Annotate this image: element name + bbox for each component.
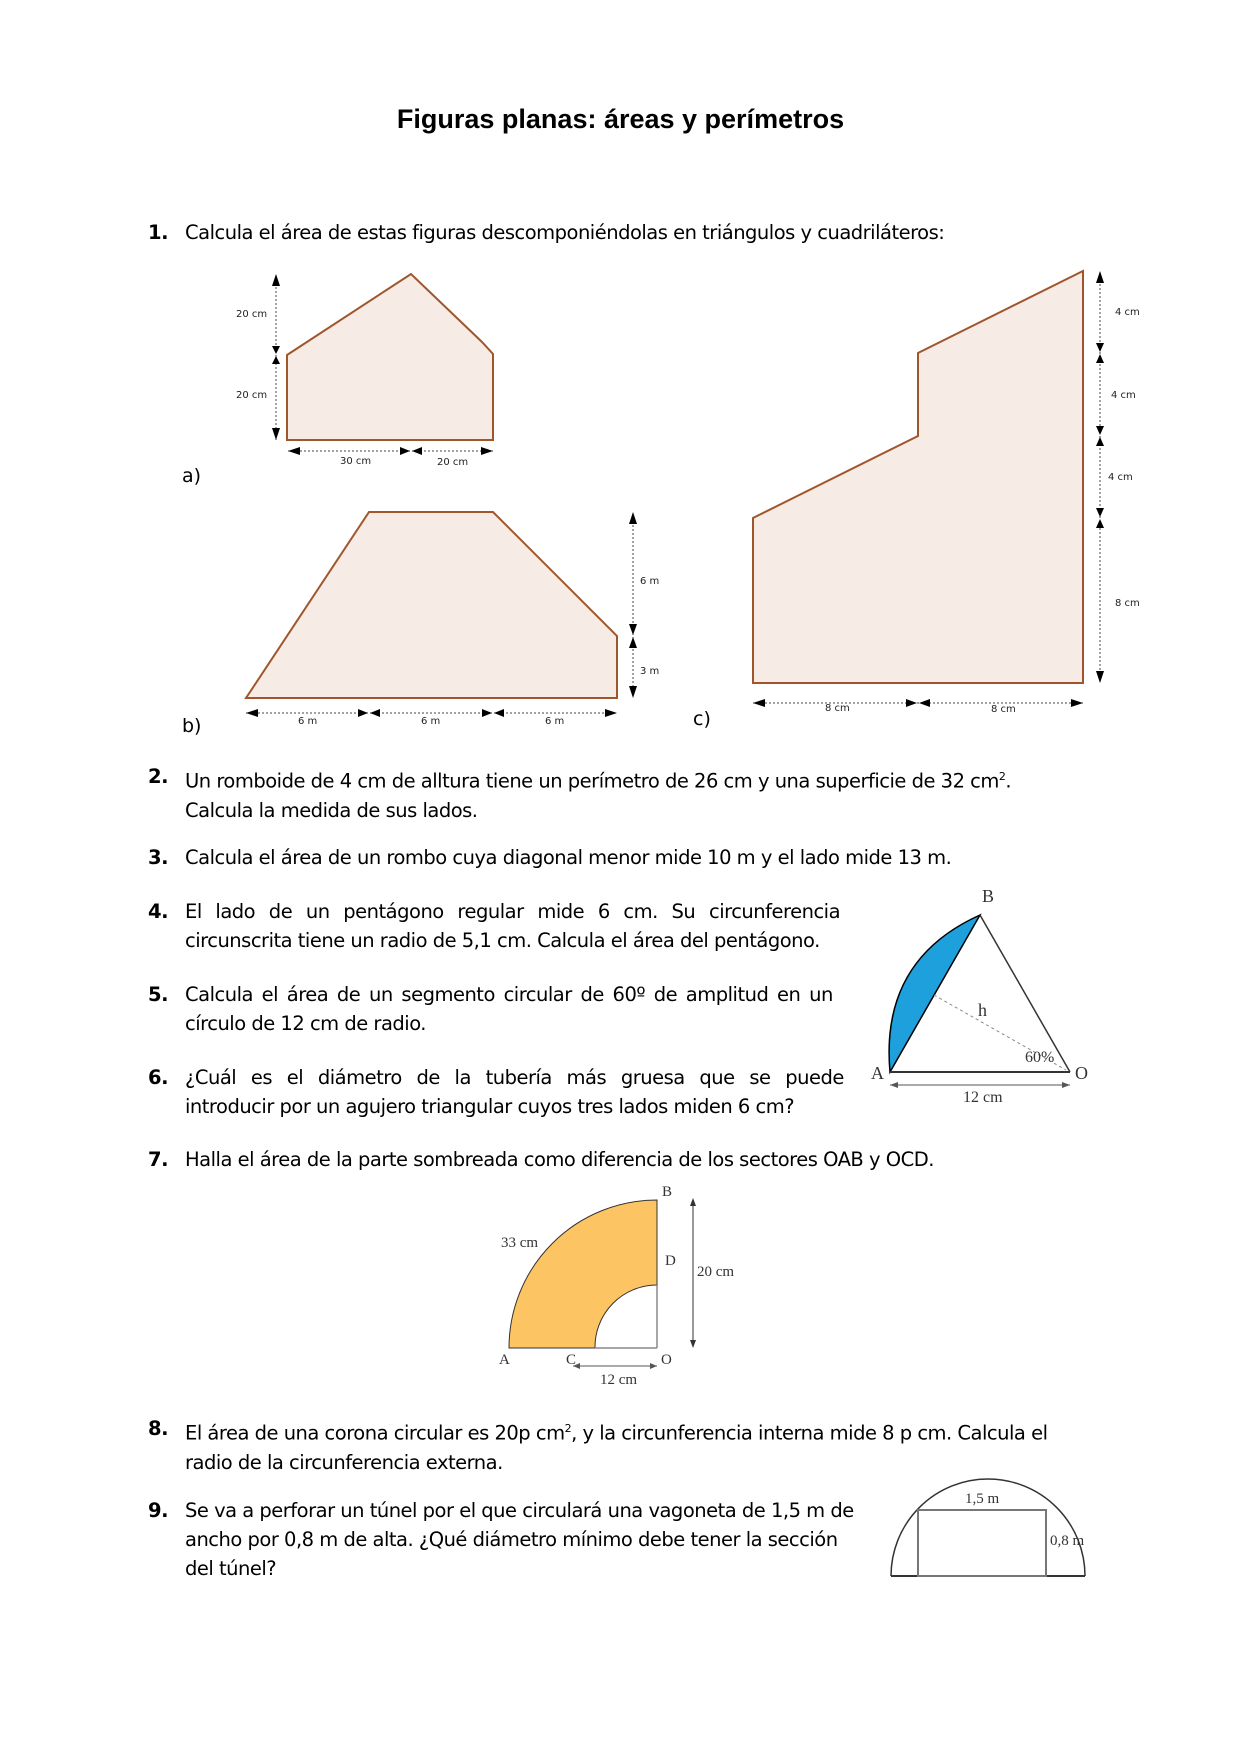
question-text: Halla el área de la parte sombreada como diferencia de los sectores OAB y OCD.	[185, 1148, 934, 1171]
arc-label: 33 cm	[501, 1235, 539, 1251]
superscript: 2	[998, 770, 1006, 783]
dim-label: 6 m	[545, 716, 565, 727]
inner-label: 12 cm	[600, 1372, 638, 1388]
question-text: Calcula el área de estas figuras descomponiéndolas en triángulos y cuadriláteros:	[185, 221, 945, 244]
question-number: 2.	[148, 765, 168, 788]
question-text: radio de la circunferencia externa.	[185, 1450, 503, 1474]
dim-label: 8 cm	[1115, 598, 1140, 609]
dim-label: 4 cm	[1115, 307, 1140, 318]
question-text: introducir por un agujero triangular cuyos tres lados miden 6 cm?	[185, 1095, 795, 1118]
tunnel-width-label: 1,5 m	[965, 1491, 1000, 1507]
tunnel-height-label: 0,8 m	[1050, 1533, 1085, 1549]
question-number: 3.	[148, 846, 168, 869]
question-text: , y la circunferencia interna mide 8 p cm. Calcula el	[571, 1421, 1048, 1445]
question-text: ¿Cuál es el diámetro de la tubería más gruesa que se puede	[185, 1066, 844, 1089]
dim-label: 4 cm	[1111, 390, 1136, 401]
point-label-c: C	[566, 1352, 577, 1368]
question-number: 1.	[148, 221, 168, 244]
dim-label: 6 m	[298, 716, 318, 727]
figure-a-label: a)	[182, 465, 202, 487]
point-label-a: A	[871, 1063, 884, 1083]
angle-label: 60%	[1025, 1049, 1055, 1066]
point-label-a: A	[499, 1352, 510, 1368]
dim-label: 30 cm	[340, 456, 372, 467]
point-label-d: D	[665, 1253, 676, 1269]
question-text: Calcula la medida de sus lados.	[185, 798, 478, 822]
question-text: Un romboide de 4 cm de alltura tiene un perímetro de 26 cm y una superficie de 32 cm	[185, 769, 999, 793]
question-text: Se va a perforar un túnel por el que circulará una vagoneta de 1,5 m de	[185, 1499, 854, 1522]
point-label-o: O	[1075, 1063, 1088, 1083]
question-text: ancho por 0,8 m de alta. ¿Qué diámetro mínimo debe tener la sección	[185, 1528, 838, 1551]
point-label-o: O	[661, 1352, 672, 1368]
dim-label: 3 m	[640, 666, 660, 677]
dim-label: 20 cm	[236, 390, 268, 401]
figure-c-label: c)	[693, 708, 711, 730]
height-label: h	[978, 1000, 987, 1020]
page-title: Figuras planas: áreas y perímetros	[396, 104, 845, 134]
question-text: El área de una corona circular es 20p cm	[185, 1421, 565, 1445]
dim-label: 20 cm	[236, 309, 268, 320]
superscript: 2	[564, 1422, 572, 1435]
height-label: 20 cm	[697, 1264, 735, 1280]
question-text: El lado de un pentágono regular mide 6 cm. Su circunferencia	[185, 900, 841, 923]
dim-label: 8 cm	[825, 703, 850, 714]
question-number: 5.	[148, 983, 168, 1006]
question-number: 8.	[148, 1417, 168, 1440]
dim-label: 4 cm	[1108, 472, 1133, 483]
question-number: 4.	[148, 900, 168, 923]
punctuation: .	[1005, 769, 1012, 793]
point-label-b: B	[662, 1184, 673, 1200]
dim-label: 8 cm	[991, 704, 1016, 715]
question-number: 7.	[148, 1148, 168, 1171]
question-number: 6.	[148, 1066, 168, 1089]
dim-label: 6 m	[640, 576, 660, 587]
question-number: 9.	[148, 1499, 168, 1522]
figure-b-label: b)	[182, 715, 202, 737]
dim-label: 20 cm	[437, 457, 469, 468]
question-text: Calcula el área de un segmento circular de 60º de amplitud en un	[185, 983, 833, 1006]
question-text: del túnel?	[185, 1557, 277, 1580]
question-text: circunscrita tiene un radio de 5,1 cm. Calcula el área del pentágono.	[185, 929, 820, 952]
base-label: 12 cm	[963, 1089, 1003, 1106]
question-text: círculo de 12 cm de radio.	[185, 1012, 426, 1035]
dim-label: 6 m	[421, 716, 441, 727]
question-text: Calcula el área de un rombo cuya diagonal menor mide 10 m y el lado mide 13 m.	[185, 846, 952, 869]
point-label-b: B	[982, 886, 995, 906]
